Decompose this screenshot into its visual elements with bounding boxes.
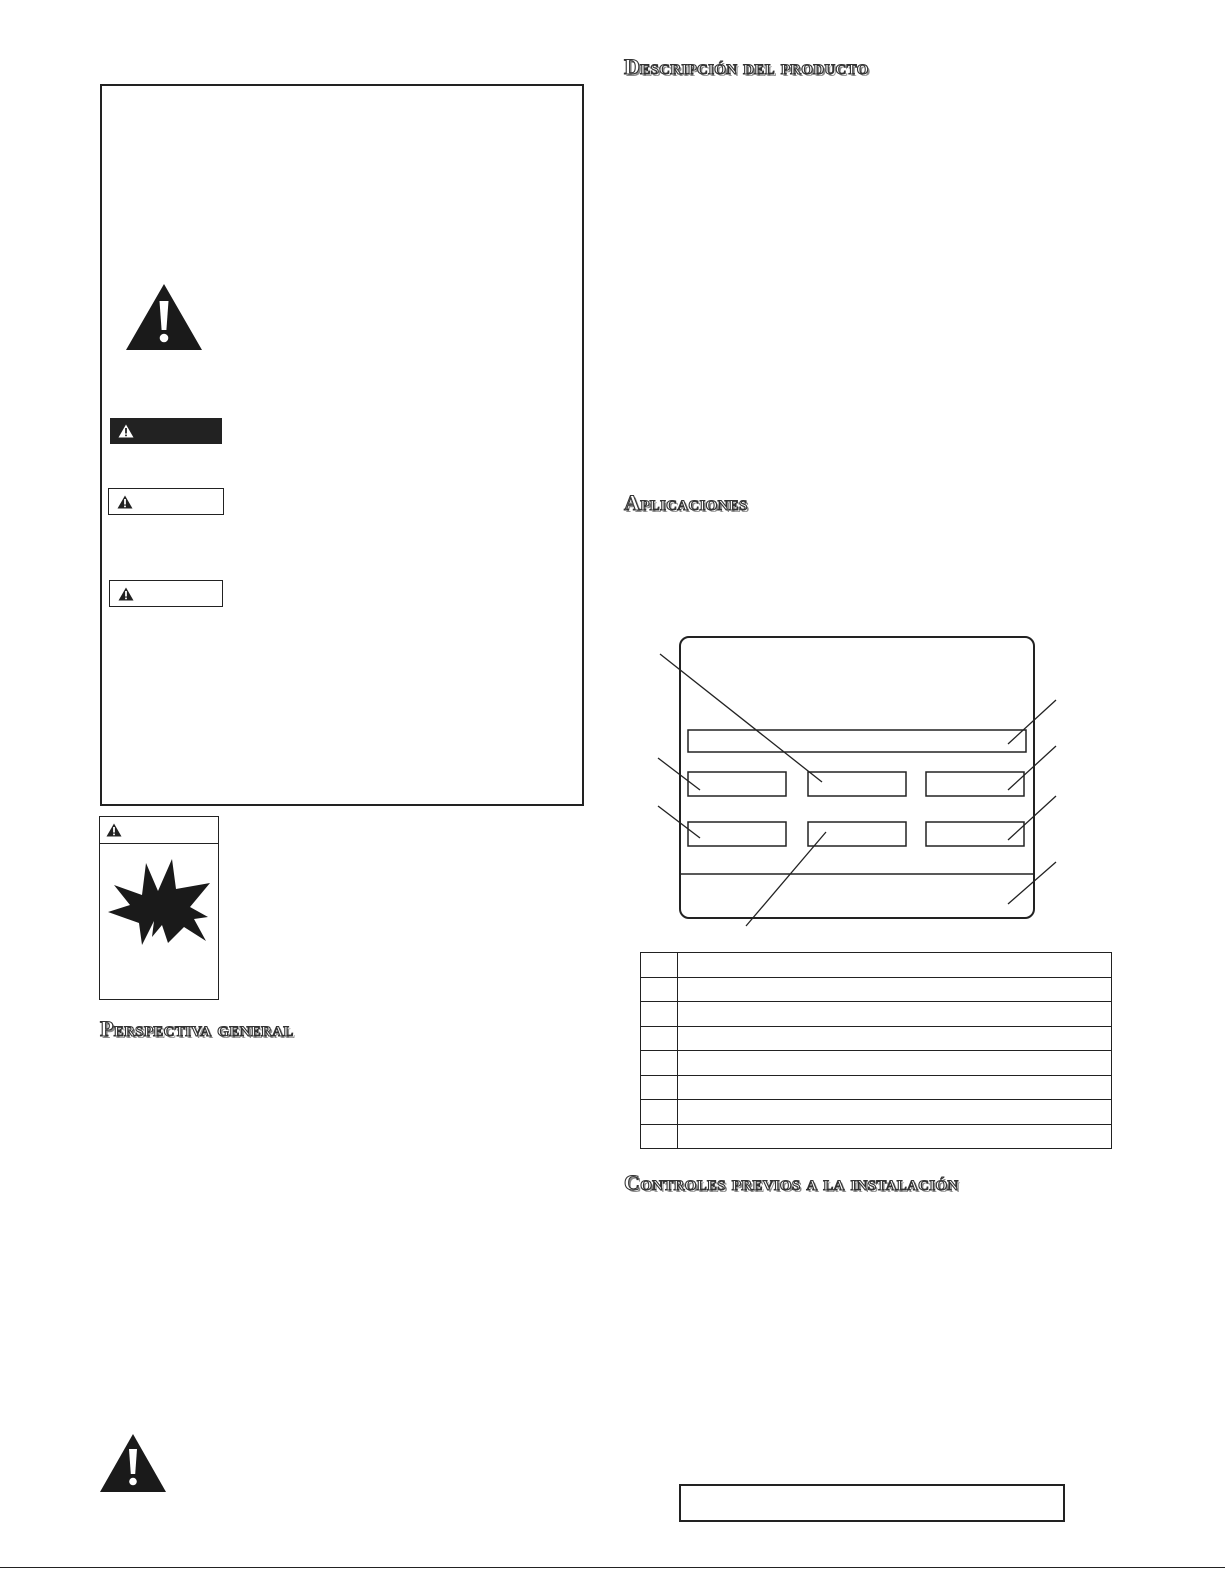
- table-cell-number: [641, 1051, 678, 1076]
- overview-heading: Perspectiva general: [100, 1016, 294, 1041]
- danger-signal-word-label: [110, 418, 222, 444]
- warning-triangle-icon: [118, 587, 134, 601]
- warning-triangle-icon: [106, 823, 122, 837]
- explosion-hazard-icon: [106, 857, 214, 949]
- table-cell-description: [678, 1026, 1112, 1051]
- applications-heading: Aplicaciones: [624, 490, 748, 515]
- table-row: [641, 1075, 1112, 1100]
- caution-signal-word-label: [109, 580, 223, 607]
- nameplate-legend-table: [640, 952, 1112, 1149]
- table-cell-number: [641, 1075, 678, 1100]
- table-cell-description: [678, 1100, 1112, 1125]
- warning-signal-word-label: [108, 488, 224, 515]
- callout-leader-lines: [658, 654, 1056, 926]
- warning-triangle-icon: [118, 424, 134, 438]
- table-cell-number: [641, 977, 678, 1002]
- nameplate-field: [808, 772, 906, 796]
- pre-installation-checks-heading: Controles previos a la instalación: [624, 1170, 959, 1195]
- table-cell-description: [678, 1124, 1112, 1149]
- table-cell-description: [678, 977, 1112, 1002]
- table-cell-number: [641, 1026, 678, 1051]
- table-cell-description: [678, 1002, 1112, 1027]
- table-cell-number: [641, 953, 678, 978]
- nameplate-outline: [680, 637, 1034, 918]
- table-cell-number: [641, 1002, 678, 1027]
- large-warning-triangle-icon: [98, 1432, 168, 1494]
- nameplate-field: [688, 772, 786, 796]
- table-row: [641, 953, 1112, 978]
- table-row: [641, 1100, 1112, 1125]
- large-warning-triangle-icon: [124, 282, 204, 352]
- table-row: [641, 1026, 1112, 1051]
- nameplate-field: [926, 822, 1024, 846]
- explosion-hazard-label: [99, 816, 219, 1000]
- table-row: [641, 1124, 1112, 1149]
- product-description-heading: Descripción del producto: [624, 54, 869, 79]
- table-cell-number: [641, 1100, 678, 1125]
- note-box: [679, 1484, 1065, 1522]
- nameplate-field: [808, 822, 906, 846]
- table-cell-description: [678, 953, 1112, 978]
- table-row: [641, 1002, 1112, 1027]
- table-row: [641, 977, 1112, 1002]
- warning-triangle-icon: [117, 495, 133, 509]
- safety-information-box: [100, 84, 584, 806]
- nameplate-field: [926, 772, 1024, 796]
- nameplate-field: [688, 822, 786, 846]
- footer-rule: [0, 1567, 1225, 1568]
- table-cell-description: [678, 1075, 1112, 1100]
- table-cell-number: [641, 1124, 678, 1149]
- table-row: [641, 1051, 1112, 1076]
- nameplate-diagram: [600, 620, 1070, 940]
- table-cell-description: [678, 1051, 1112, 1076]
- hazard-label-header: [100, 817, 218, 844]
- nameplate-field-wide: [688, 730, 1026, 752]
